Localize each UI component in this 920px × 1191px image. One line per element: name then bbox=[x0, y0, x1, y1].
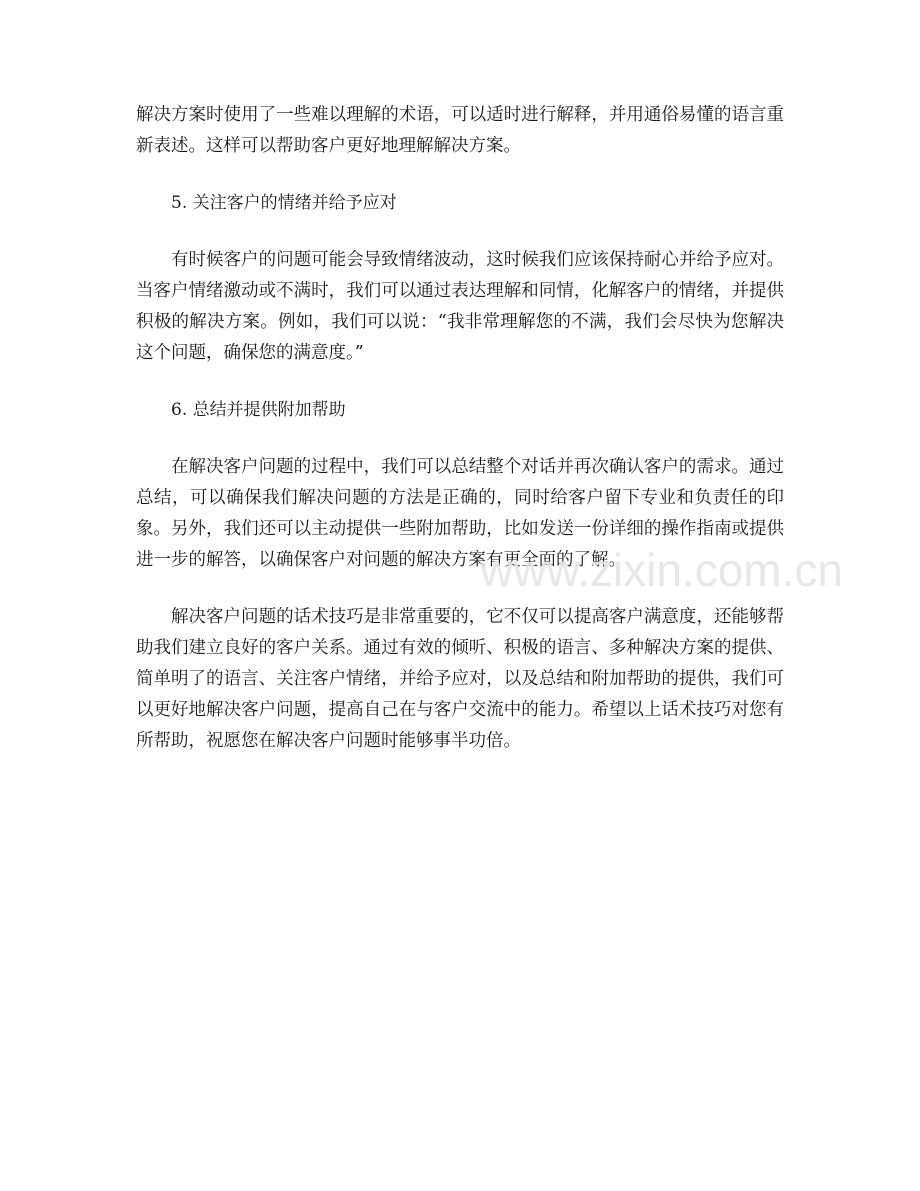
paragraph-continuation: 解决方案时使用了一些难以理解的术语，可以适时进行解释，并用通俗易懂的语言重新表述。这样可以帮助客户更好地理解解决方案。 bbox=[136, 105, 784, 156]
document-body bbox=[136, 100, 843, 757]
section-heading-6: 6. 总结并提供附加帮助 bbox=[171, 400, 346, 420]
paragraph-summary: 在解决客户问题的过程中，我们可以总结整个对话并再次确认客户的需求。通过总结，可以确保我们解决问题的方法是正确的，同时给客户留下专业和负责任的印象。另外，我们还可以主动提供一些附加帮助，比如发送一份详细的操作指南或提供进一步的解答，以确保客户对问题的解决方案有更全面的了解。 bbox=[136, 457, 784, 570]
paragraph-emotions: 有时候客户的问题可能会导致情绪波动，这时候我们应该保持耐心并给予应对。当客户情绪激动或不满时，我们可以通过表达理解和同情，化解客户的情绪，并提供积极的解决方案。例如，我们可以说：“我非常理解您的不满，我们会尽快为您解决这个问题，确保您的满意度。” bbox=[136, 250, 784, 363]
section-heading-5: 5. 关注客户的情绪并给予应对 bbox=[171, 193, 397, 213]
paragraph-conclusion: 解决客户问题的话术技巧是非常重要的，它不仅可以提高客户满意度，还能够帮助我们建立良好的客户关系。通过有效的倾听、积极的语言、多种解决方案的提供、简单明了的语言、关注客户情绪，并给予应对，以及总结和附加帮助的提供，我们可以更好地解决客户问题，提高自己在与客户交流中的能力。希望以上话术技巧对您有所帮助，祝愿您在解决客户问题时能够事半功倍。 bbox=[136, 607, 784, 751]
watermark: www.zixin.com.cn bbox=[480, 544, 843, 596]
